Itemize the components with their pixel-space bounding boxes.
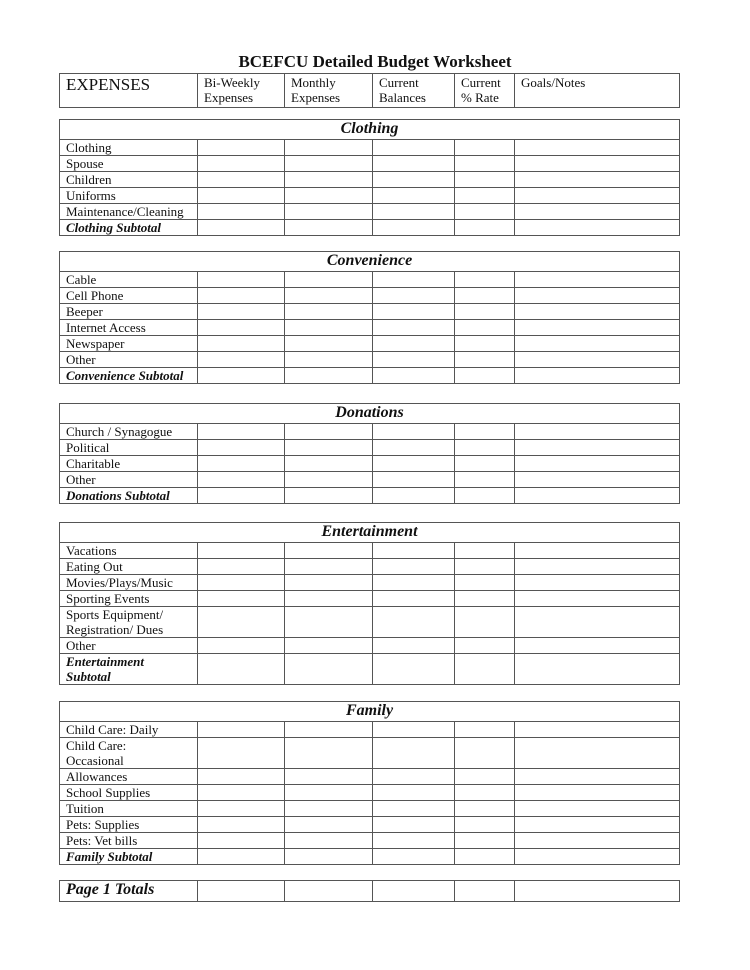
row-label: Allowances [60,769,198,785]
cell-input[interactable] [285,156,373,172]
cell-input[interactable] [373,722,455,738]
cell-input[interactable] [198,188,285,204]
row-label: Beeper [60,304,198,320]
cell-input[interactable] [515,456,680,472]
cell-input[interactable] [285,336,373,352]
expenses-header: EXPENSES [60,74,198,108]
row-label: Tuition [60,801,198,817]
cell-input[interactable] [515,140,680,156]
table-row [60,440,680,456]
cell-input[interactable] [455,607,515,638]
subtotal-row [60,488,680,504]
cell-input[interactable] [198,833,285,849]
cell-input[interactable] [198,156,285,172]
cell-input[interactable] [515,654,680,685]
cell-input[interactable] [285,204,373,220]
cell-input[interactable] [198,607,285,638]
table-row [60,424,680,440]
cell-input[interactable] [455,801,515,817]
cell-input[interactable] [515,785,680,801]
cell-input[interactable] [455,456,515,472]
cell-input[interactable] [515,607,680,638]
section-title: Donations [60,404,680,424]
cell-input[interactable] [198,172,285,188]
cell-input[interactable] [285,472,373,488]
subtotal-row [60,654,680,685]
cell-input[interactable] [198,320,285,336]
cell-input[interactable] [285,304,373,320]
row-label: Clothing [60,140,198,156]
cell-input[interactable] [285,220,373,236]
cell-input[interactable] [455,638,515,654]
cell-input[interactable] [198,591,285,607]
cell-input[interactable] [285,785,373,801]
cell-input[interactable] [455,488,515,504]
row-label: Spouse [60,156,198,172]
page-title: BCEFCU Detailed Budget Worksheet [238,52,512,71]
cell-input[interactable] [515,722,680,738]
cell-input[interactable] [285,575,373,591]
cell-input[interactable] [515,220,680,236]
section-table-convenience [59,251,680,384]
table-row [60,204,680,220]
cell-input[interactable] [455,654,515,685]
cell-input[interactable] [285,654,373,685]
cell-input[interactable] [455,156,515,172]
table-row [60,738,680,769]
table-row [60,559,680,575]
section-title: Convenience [60,252,680,272]
section-table-entertainment [59,522,680,685]
cell-input[interactable] [198,288,285,304]
table-row [60,456,680,472]
cell-input[interactable] [285,188,373,204]
cell-input[interactable] [285,488,373,504]
cell-input[interactable] [198,849,285,865]
row-label: Political [60,440,198,456]
cell-input[interactable] [455,424,515,440]
cell-input[interactable] [198,575,285,591]
row-label: Other [60,638,198,654]
cell-input[interactable] [285,559,373,575]
cell-input[interactable] [515,591,680,607]
cell-input[interactable] [373,833,455,849]
cell-input[interactable] [373,654,455,685]
table-row [60,304,680,320]
cell-input[interactable] [373,156,455,172]
cell-input[interactable] [515,440,680,456]
table-row [60,472,680,488]
cell-input[interactable] [515,543,680,559]
cell-input[interactable] [455,288,515,304]
table-row [60,320,680,336]
section-table-clothing [59,119,680,236]
cell-input[interactable] [198,654,285,685]
subtotal-row [60,220,680,236]
cell-input[interactable] [285,722,373,738]
table-row [60,833,680,849]
totals-table [59,880,680,902]
cell-input[interactable] [373,272,455,288]
cell-input[interactable] [455,738,515,769]
table-row [60,638,680,654]
row-label: School Supplies [60,785,198,801]
subtotal-label: Family Subtotal [60,849,198,865]
row-label: Cable [60,272,198,288]
cell-input[interactable] [285,288,373,304]
cell-input[interactable] [373,140,455,156]
table-row [60,336,680,352]
cell-input[interactable] [198,204,285,220]
cell-input[interactable] [198,738,285,769]
cell-input[interactable] [285,881,373,902]
cell-input[interactable] [373,881,455,902]
cell-input[interactable] [198,638,285,654]
table-row [60,769,680,785]
cell-input[interactable] [455,440,515,456]
cell-input[interactable] [373,849,455,865]
cell-input[interactable] [455,817,515,833]
cell-input[interactable] [285,801,373,817]
cell-input[interactable] [373,368,455,384]
cell-input[interactable] [373,204,455,220]
cell-input[interactable] [455,304,515,320]
cell-input[interactable] [198,140,285,156]
cell-input[interactable] [515,488,680,504]
row-label: Children [60,172,198,188]
cell-input[interactable] [515,817,680,833]
cell-input[interactable] [373,188,455,204]
cell-input[interactable] [285,172,373,188]
table-row [60,817,680,833]
cell-input[interactable] [455,785,515,801]
cell-input[interactable] [515,424,680,440]
cell-input[interactable] [198,881,285,902]
cell-input[interactable] [515,320,680,336]
row-label: Uniforms [60,188,198,204]
table-row [60,591,680,607]
cell-input[interactable] [285,849,373,865]
cell-input[interactable] [198,220,285,236]
cell-input[interactable] [515,272,680,288]
cell-input[interactable] [515,304,680,320]
totals-row [60,881,680,902]
cell-input[interactable] [198,785,285,801]
row-label: Pets: Vet bills [60,833,198,849]
table-row [60,288,680,304]
col-goals-header: Goals/Notes [515,74,680,108]
cell-input[interactable] [515,801,680,817]
cell-input[interactable] [285,738,373,769]
cell-input[interactable] [373,488,455,504]
cell-input[interactable] [285,833,373,849]
table-row [60,272,680,288]
cell-input[interactable] [515,472,680,488]
cell-input[interactable] [373,304,455,320]
cell-input[interactable] [455,591,515,607]
cell-input[interactable] [285,769,373,785]
cell-input[interactable] [373,440,455,456]
cell-input[interactable] [455,140,515,156]
cell-input[interactable] [373,591,455,607]
cell-input[interactable] [373,424,455,440]
cell-input[interactable] [455,172,515,188]
cell-input[interactable] [285,140,373,156]
cell-input[interactable] [198,368,285,384]
subtotal-label: Donations Subtotal [60,488,198,504]
cell-input[interactable] [455,543,515,559]
totals-label: Page 1 Totals [60,881,198,902]
cell-input[interactable] [515,638,680,654]
cell-input[interactable] [373,320,455,336]
table-row [60,607,680,638]
cell-input[interactable] [373,456,455,472]
cell-input[interactable] [373,638,455,654]
cell-input[interactable] [373,785,455,801]
cell-input[interactable] [373,543,455,559]
row-label: Vacations [60,543,198,559]
row-label: Internet Access [60,320,198,336]
cell-input[interactable] [455,336,515,352]
cell-input[interactable] [455,881,515,902]
section-title: Entertainment [60,523,680,543]
cell-input[interactable] [198,559,285,575]
table-row [60,801,680,817]
cell-input[interactable] [455,575,515,591]
cell-input[interactable] [455,320,515,336]
cell-input[interactable] [198,769,285,785]
subtotal-label: Clothing Subtotal [60,220,198,236]
subtotal-label: Entertainment Subtotal [60,654,198,685]
section-table-family [59,701,680,865]
cell-input[interactable] [285,638,373,654]
col-balances-header: Current Balances [373,74,455,108]
row-label: Pets: Supplies [60,817,198,833]
cell-input[interactable] [373,801,455,817]
cell-input[interactable] [515,352,680,368]
header-table [59,73,680,108]
cell-input[interactable] [198,440,285,456]
subtotal-row [60,849,680,865]
cell-input[interactable] [198,304,285,320]
row-label: Other [60,472,198,488]
col-monthly-header: Monthly Expenses [285,74,373,108]
cell-input[interactable] [455,188,515,204]
cell-input[interactable] [198,543,285,559]
cell-input[interactable] [373,817,455,833]
row-label: Church / Synagogue [60,424,198,440]
col-biweekly-header: Bi-Weekly Expenses [198,74,285,108]
cell-input[interactable] [285,440,373,456]
cell-input[interactable] [373,336,455,352]
cell-input[interactable] [198,817,285,833]
table-row [60,722,680,738]
cell-input[interactable] [515,188,680,204]
subtotal-label: Convenience Subtotal [60,368,198,384]
row-label: Eating Out [60,559,198,575]
cell-input[interactable] [373,738,455,769]
row-label: Movies/Plays/Music [60,575,198,591]
cell-input[interactable] [373,288,455,304]
row-label: Cell Phone [60,288,198,304]
cell-input[interactable] [515,849,680,865]
cell-input[interactable] [455,352,515,368]
cell-input[interactable] [198,472,285,488]
cell-input[interactable] [198,722,285,738]
cell-input[interactable] [285,272,373,288]
cell-input[interactable] [198,801,285,817]
row-label: Other [60,352,198,368]
cell-input[interactable] [455,272,515,288]
section-table-donations [59,403,680,504]
cell-input[interactable] [373,559,455,575]
cell-input[interactable] [455,849,515,865]
cell-input[interactable] [285,543,373,559]
cell-input[interactable] [285,591,373,607]
cell-input[interactable] [285,320,373,336]
cell-input[interactable] [455,833,515,849]
cell-input[interactable] [515,336,680,352]
row-label: Child Care: Daily [60,722,198,738]
col-rate-header: Current % Rate [455,74,515,108]
cell-input[interactable] [455,559,515,575]
cell-input[interactable] [198,336,285,352]
cell-input[interactable] [455,368,515,384]
row-label: Maintenance/Cleaning [60,204,198,220]
table-row [60,352,680,368]
cell-input[interactable] [373,607,455,638]
cell-input[interactable] [515,172,680,188]
cell-input[interactable] [515,288,680,304]
table-row [60,785,680,801]
cell-input[interactable] [373,769,455,785]
table-row [60,188,680,204]
cell-input[interactable] [198,352,285,368]
cell-input[interactable] [373,472,455,488]
cell-input[interactable] [285,456,373,472]
table-row [60,140,680,156]
cell-input[interactable] [515,833,680,849]
cell-input[interactable] [515,769,680,785]
cell-input[interactable] [373,220,455,236]
table-row [60,172,680,188]
table-row [60,575,680,591]
cell-input[interactable] [515,156,680,172]
cell-input[interactable] [373,352,455,368]
cell-input[interactable] [515,368,680,384]
cell-input[interactable] [198,488,285,504]
cell-input[interactable] [515,881,680,902]
cell-input[interactable] [373,172,455,188]
cell-input[interactable] [455,204,515,220]
section-title: Family [60,702,680,722]
subtotal-row [60,368,680,384]
cell-input[interactable] [455,769,515,785]
table-row [60,156,680,172]
cell-input[interactable] [455,722,515,738]
cell-input[interactable] [373,575,455,591]
cell-input[interactable] [515,204,680,220]
row-label: Sports Equipment/ Registration/ Dues [60,607,198,638]
cell-input[interactable] [285,424,373,440]
section-title: Clothing [60,120,680,140]
table-row [60,543,680,559]
cell-input[interactable] [285,352,373,368]
cell-input[interactable] [515,575,680,591]
row-label: Sporting Events [60,591,198,607]
row-label: Newspaper [60,336,198,352]
row-label: Charitable [60,456,198,472]
cell-input[interactable] [198,424,285,440]
cell-input[interactable] [455,472,515,488]
cell-input[interactable] [285,368,373,384]
cell-input[interactable] [285,817,373,833]
cell-input[interactable] [198,456,285,472]
cell-input[interactable] [515,559,680,575]
cell-input[interactable] [455,220,515,236]
cell-input[interactable] [515,738,680,769]
cell-input[interactable] [198,272,285,288]
cell-input[interactable] [285,607,373,638]
row-label: Child Care: Occasional [60,738,198,769]
